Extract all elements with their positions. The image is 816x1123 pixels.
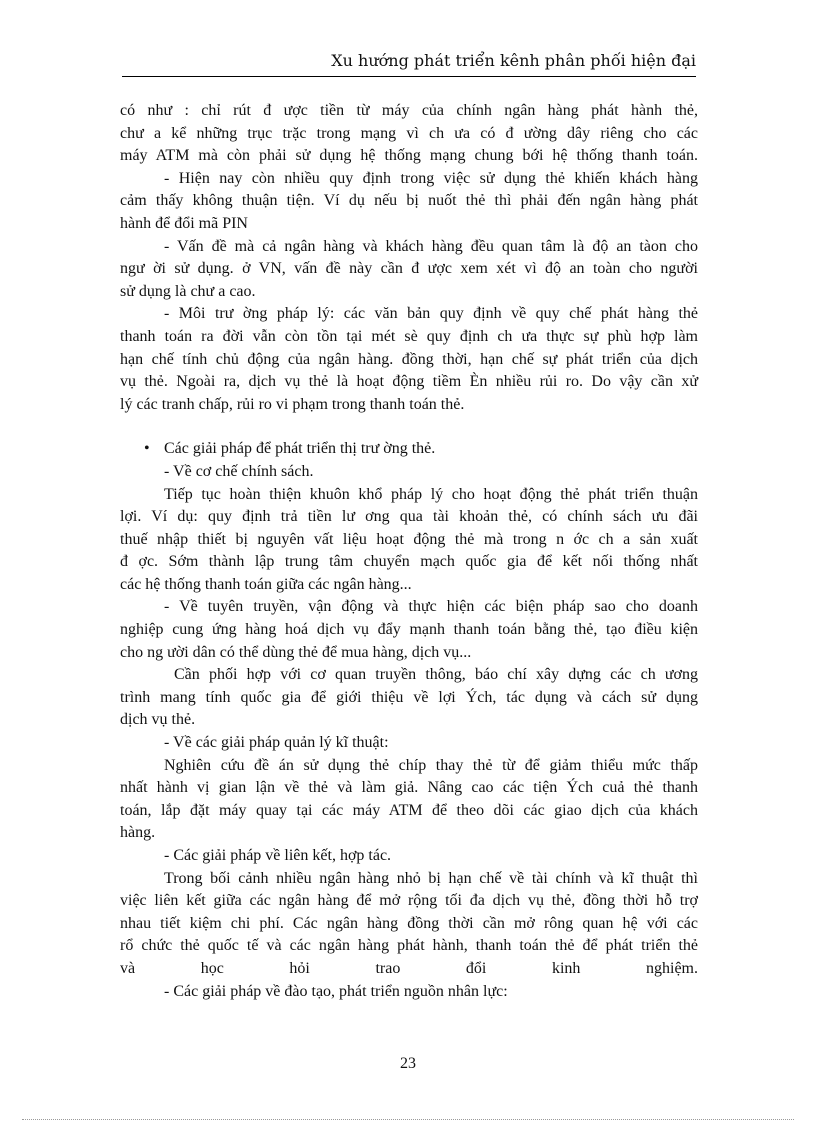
text-line: cho ng ười dân có thể dùng thẻ để mua hàng, dịch vụ... — [120, 643, 472, 661]
subheading: - Các giải pháp về đào tạo, phát triển nguồn nhân lực: — [164, 982, 508, 1000]
text-line: sử dụng là chư a cao. — [120, 282, 256, 300]
bullet-heading — [120, 438, 698, 461]
text-line: việc liên kết giữa các ngân hàng để mở rộng tối đa dịch vụ thẻ, đồng thời hỗ trợ — [120, 892, 698, 910]
paragraph-start: - Hiện nay còn nhiều quy định trong việc sử dụng thẻ khiến khách hàng — [164, 169, 698, 187]
subheading: - Về cơ chế chính sách. — [164, 462, 314, 480]
text-line: các hệ thống thanh toán giữa các ngân hàng... — [120, 575, 412, 593]
running-header: Xu hướng phát triển kênh phân phối hiện đại — [122, 50, 696, 77]
text-line: thuế nhập thiết bị nguyên vất liệu hoạt động thẻ mà trong n ớc ch a sản xuất — [120, 530, 698, 548]
page-number: 23 — [400, 1055, 416, 1072]
text-line: chư a kể những trục trặc trong mạng vì ch ưa có đ ường dây riêng cho các — [120, 124, 698, 142]
text-line: thanh toán ra đời vẫn còn tồn tại mét sè quy định ch ưa thực sự phù hợp làm — [120, 327, 698, 345]
text-line: lý các tranh chấp, rủi ro vi phạm trong thanh toán thẻ. — [120, 395, 465, 413]
paragraph-start: - Về tuyên truyền, vận động và thực hiện các biện pháp sao cho doanh — [164, 598, 698, 616]
text-line: máy ATM mà còn phải sử dụng hệ thống mạng chung bới hệ thống thanh toán. — [120, 147, 698, 165]
text-line: nhau tiết kiệm chi phí. Các ngân hàng đồng thời cần mở rông quan hệ với các — [120, 914, 698, 932]
paragraph-start: - Môi trư ờng pháp lý: các văn bản quy định về quy chế phát hàng thẻ — [164, 305, 698, 323]
text-line: toán, lắp đặt máy quay tại các máy ATM để theo dõi các giao dịch của khách — [120, 801, 698, 819]
page-bottom-divider — [22, 1119, 794, 1120]
text-line: vụ thẻ. Ngoài ra, dịch vụ thẻ là hoạt động tiềm Èn nhiều rủi ro. Do vậy cần xử — [120, 373, 698, 391]
paragraph-gap — [120, 416, 698, 438]
paragraph-start: Tiếp tục hoàn thiện khuôn khổ pháp lý cho hoạt động thẻ phát triển thuận — [164, 485, 698, 503]
text-line: đ ợc. Sớm thành lập trung tâm chuyển mạch quốc gia để kết nối thống nhất — [120, 553, 698, 571]
text-line: ngư ời sử dụng. ở VN, vấn đề này cần đ ược xem xét vì độ an toàn cho người — [120, 260, 698, 278]
text-line: hành để đổi mã PIN — [120, 214, 248, 232]
text-line: và học hỏi trao đổi kinh nghiệm. — [120, 959, 698, 977]
paragraph-start: Nghiên cứu đề án sử dụng thẻ chíp thay thẻ từ để giảm thiểu mức thấp — [164, 756, 698, 774]
text-line: nghiệp cung ứng hàng hoá dịch vụ đẩy mạnh thanh toán bằng thẻ, tạo điều kiện — [120, 621, 698, 639]
text-line: hàng. — [120, 824, 156, 842]
document-body — [120, 100, 698, 1003]
subheading: - Các giải pháp về liên kết, hợp tác. — [164, 847, 392, 864]
text-line: lợi. Ví dụ: quy định trả tiền lư ơng qua tài khoản thẻ, có chính sách ưu đãi — [120, 508, 698, 526]
text-line: dịch vụ thẻ. — [120, 711, 196, 729]
text-line: rổ chức thẻ quốc tế và các ngân hàng phát hành, thanh toán thẻ để phát triển thẻ — [120, 937, 698, 955]
text-line: trình mang tính quốc gia để giới thiệu về lợi Ých, tác dụng và cách sử dụng — [120, 688, 698, 706]
subheading: - Về các giải pháp quản lý kĩ thuật: — [164, 734, 389, 752]
bullet-dot-icon: • — [144, 440, 150, 458]
paragraph-start: - Vấn đề mà cả ngân hàng và khách hàng đều quan tâm là độ an tàon cho — [164, 237, 698, 255]
text-line: hạn chế tính chủ động của ngân hàng. đồng thời, hạn chế sự phát triển của dịch — [120, 350, 698, 368]
bullet-heading-text: Các giải pháp để phát triển thị trư ờng thẻ. — [164, 440, 436, 458]
paragraph-start: Cần phối hợp với cơ quan truyền thông, báo chí xây dựng các ch ương — [174, 666, 698, 684]
text-line: có như : chỉ rút đ ược tiền từ máy của chính ngân hàng phát hành thẻ, — [120, 102, 698, 119]
text-line: nhất hành vị gian lận về thẻ và làm giả. Nâng cao các tiện Ých cuả thẻ thanh — [120, 779, 698, 797]
text-line: cảm thấy không thuận tiện. Ví dụ nếu bị nuốt thẻ thì phải đến ngân hàng phát — [120, 192, 698, 210]
paragraph-start: Trong bối cảnh nhiều ngân hàng nhỏ bị hạn chế về tài chính và kĩ thuật thì — [164, 869, 698, 887]
